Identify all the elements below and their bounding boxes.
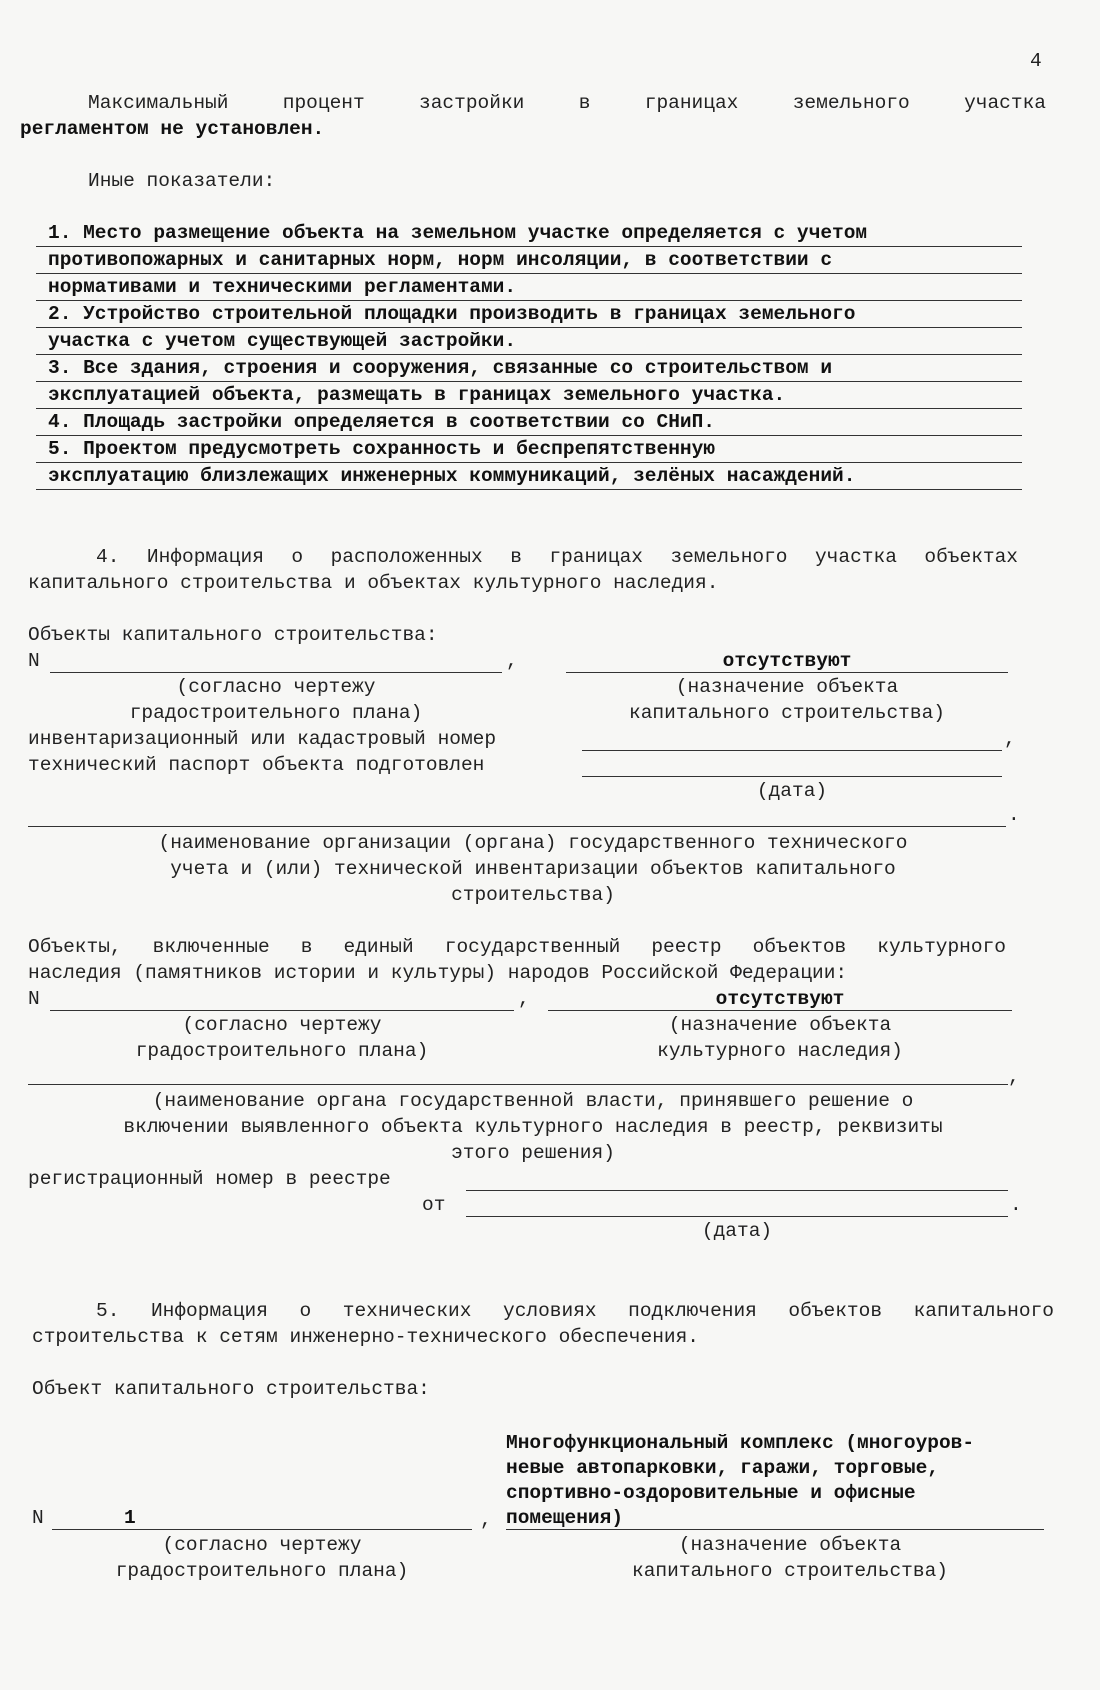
caption-right-1: (назначение объекта — [675, 676, 899, 698]
comma: , — [506, 650, 518, 672]
authority-caption-2: включении выявленного объекта культурного наследия в реестр, реквизиты — [123, 1116, 943, 1138]
registry-date-caption: (дата) — [701, 1220, 773, 1242]
indicator-line: 4. Площадь застройки определяется в соответствии со СНиП. — [48, 411, 716, 433]
other-indicators-heading: Иные показатели: — [88, 170, 276, 192]
tech-passport-date-line — [582, 776, 1002, 777]
from-label: от — [422, 1194, 446, 1216]
section5-line2: строительства к сетям инженерно-технического обеспечения. — [32, 1326, 700, 1348]
date-caption: (дата) — [756, 780, 828, 802]
caption-left-1: (согласно чертежу — [176, 676, 376, 698]
indicator-line: нормативами и техническими регламентами. — [48, 276, 517, 298]
indicator-line: эксплуатацией объекта, размещать в границах земельного участка. — [48, 384, 786, 406]
organization-line — [28, 826, 1006, 827]
n-number-line — [50, 672, 502, 673]
rule-line — [36, 489, 1022, 490]
capital-objects-heading: Объекты капитального строительства: — [28, 624, 438, 646]
caption-right-2: капитального строительства) — [632, 1560, 948, 1582]
registry-number-label: регистрационный номер в реестре — [28, 1168, 391, 1190]
purpose-line: Многофункциональный комплекс (многоуров- — [506, 1432, 975, 1454]
heritage-line1: Объекты, включенные в единый государственный реестр объектов культурного — [28, 936, 1006, 958]
registry-date-line — [466, 1216, 1008, 1217]
indicator-line: 2. Устройство строительной площадки производить в границах земельного — [48, 303, 856, 325]
inventory-number-line — [582, 750, 1002, 751]
inventory-number-label: инвентаризационный или кадастровый номер — [28, 728, 497, 750]
caption-left-1: (согласно чертежу — [162, 1534, 362, 1556]
n-label: N — [28, 650, 40, 672]
n-number-value: 1 — [124, 1507, 136, 1529]
period: . — [1010, 1194, 1022, 1216]
caption-right-1: (назначение объекта — [668, 1014, 892, 1036]
comma: , — [480, 1509, 492, 1531]
purpose-line: невые автопарковки, гаражи, торговые, — [506, 1457, 939, 1479]
caption-right-2: капитального строительства) — [629, 702, 945, 724]
section4-line2: капитального строительства и объектах культурного наследия. — [28, 572, 719, 594]
authority-caption-1: (наименование органа государственной власти, принявшего решение о — [152, 1090, 914, 1112]
authority-caption-3: этого решения) — [451, 1142, 615, 1164]
period: . — [1008, 804, 1020, 826]
registry-number-line — [466, 1190, 1008, 1191]
section5-line1: 5. Информация о технических условиях подключения объектов капитального — [96, 1300, 1054, 1322]
n-label: N — [28, 988, 40, 1010]
max-percent-line2: регламентом не установлен. — [20, 118, 325, 140]
purpose-line: помещения) — [506, 1507, 624, 1529]
indicator-line: 5. Проектом предусмотреть сохранность и беспрепятственную — [48, 438, 716, 460]
caption-left-2: градостроительного плана) — [115, 1560, 409, 1582]
purpose-underline — [506, 1529, 1044, 1530]
indicator-line: 1. Место размещение объекта на земельном участке определяется с учетом — [48, 222, 868, 244]
heritage-purpose-value: отсутствуют — [715, 988, 845, 1010]
caption-right-1: (назначение объекта — [678, 1534, 902, 1556]
tech-passport-label: технический паспорт объекта подготовлен — [28, 754, 485, 776]
indicator-line: эксплуатацию близлежащих инженерных коммуникаций, зелёных насаждений. — [48, 465, 856, 487]
heritage-line2: наследия (памятников истории и культуры) народов Российской Федерации: — [28, 962, 848, 984]
organization-caption-2: учета и (или) технической инвентаризации объектов капитального — [170, 858, 896, 880]
n-number-line — [52, 1529, 472, 1530]
n-label: N — [32, 1507, 44, 1529]
organization-caption-1: (наименование организации (органа) государственного технического — [158, 832, 908, 854]
indicator-line: противопожарных и санитарных норм, норм инсоляции, в соответствии с — [48, 249, 833, 271]
authority-line — [28, 1084, 1008, 1085]
comma: , — [1004, 728, 1016, 750]
max-percent-line1: Максимальный процент застройки в границах земельного участка — [88, 92, 1046, 114]
caption-left-2: градостроительного плана) — [129, 702, 423, 724]
heritage-n-line — [50, 1010, 514, 1011]
indicator-line: участка с учетом существующей застройки. — [48, 330, 517, 352]
comma: , — [1008, 1066, 1020, 1088]
object-heading: Объект капитального строительства: — [32, 1378, 430, 1400]
caption-left-1: (согласно чертежу — [182, 1014, 382, 1036]
comma: , — [518, 988, 530, 1010]
caption-left-2: градостроительного плана) — [135, 1040, 429, 1062]
section4-line1: 4. Информация о расположенных в границах земельного участка объектах — [96, 546, 1018, 568]
organization-caption-3: строительства) — [451, 884, 615, 906]
capital-purpose-value: отсутствуют — [722, 650, 852, 672]
caption-right-2: культурного наследия) — [657, 1040, 903, 1062]
page-number: 4 — [1030, 50, 1042, 72]
purpose-line: спортивно-оздоровительные и офисные — [506, 1482, 916, 1504]
indicator-line: 3. Все здания, строения и сооружения, связанные со строительством и — [48, 357, 833, 379]
